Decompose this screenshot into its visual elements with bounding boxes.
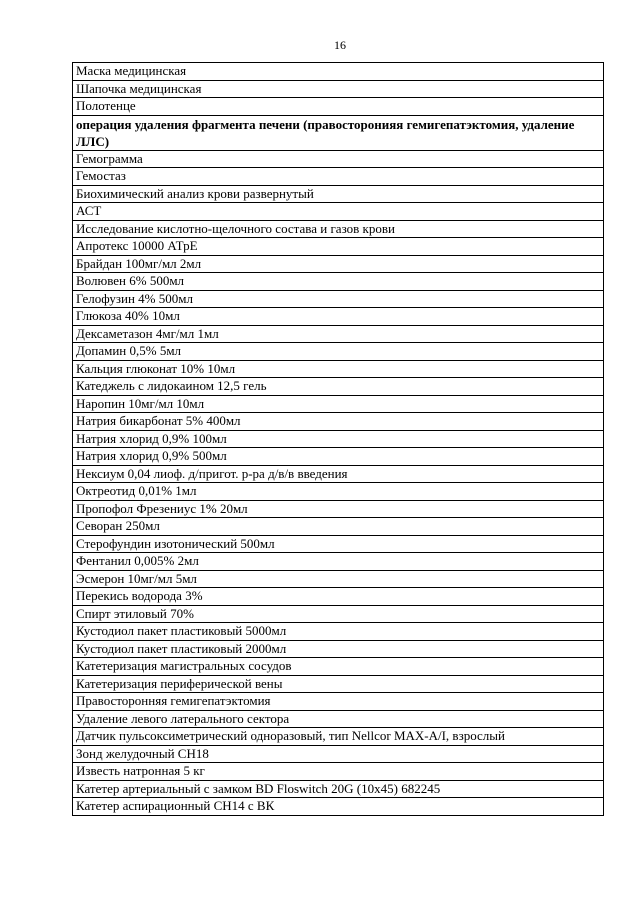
table-row (73, 780, 604, 798)
section-heading-cell: операция удаления фрагмента печени (правосторонияя гемигепатэктомия, удаление ЛЛС) (73, 115, 604, 150)
table-body (73, 63, 604, 816)
table-row (73, 308, 604, 326)
table-row (73, 500, 604, 518)
item-cell: Правосторонняя гемигепатэктомия (73, 693, 604, 711)
item-cell: Гемостаз (73, 168, 604, 186)
table-row (73, 413, 604, 431)
table-row (73, 255, 604, 273)
items-table (72, 62, 604, 816)
item-cell: Спирт этиловый 70% (73, 605, 604, 623)
item-cell: Катетеризация периферической вены (73, 675, 604, 693)
table-row (73, 150, 604, 168)
item-cell: Катетеризация магистральных сосудов (73, 658, 604, 676)
table-row (73, 448, 604, 466)
item-cell: Натрия хлорид 0,9% 500мл (73, 448, 604, 466)
table-row (73, 658, 604, 676)
item-cell: Эсмерон 10мг/мл 5мл (73, 570, 604, 588)
section-heading-row (73, 115, 604, 150)
table-row (73, 343, 604, 361)
item-cell: Дексаметазон 4мг/мл 1мл (73, 325, 604, 343)
table-row (73, 168, 604, 186)
table-row (73, 570, 604, 588)
item-cell: Натрия хлорид 0,9% 100мл (73, 430, 604, 448)
table-row (73, 63, 604, 81)
table-row (73, 640, 604, 658)
table-row (73, 325, 604, 343)
item-cell: Брайдан 100мг/мл 2мл (73, 255, 604, 273)
table-row (73, 290, 604, 308)
item-cell: Апротекс 10000 АТрЕ (73, 238, 604, 256)
page-number: 16 (334, 38, 346, 52)
item-cell: Катетер артериальный с замком BD Floswitch 20G (10x45) 682245 (73, 780, 604, 798)
item-cell: Пропофол Фрезениус 1% 20мл (73, 500, 604, 518)
item-cell: Допамин 0,5% 5мл (73, 343, 604, 361)
item-cell: Нексиум 0,04 лиоф. д/пригот. р-ра д/в/в введения (73, 465, 604, 483)
table-row (73, 360, 604, 378)
item-cell: Фентанил 0,005% 2мл (73, 553, 604, 571)
table-row (73, 675, 604, 693)
item-cell: Биохимический анализ крови развернутый (73, 185, 604, 203)
item-cell: Натрия бикарбонат 5% 400мл (73, 413, 604, 431)
item-cell: Шапочка медицинская (73, 80, 604, 98)
table-row (73, 553, 604, 571)
table-row (73, 395, 604, 413)
item-cell: Гелофузин 4% 500мл (73, 290, 604, 308)
table-row (73, 763, 604, 781)
item-cell: Кустодиол пакет пластиковый 5000мл (73, 623, 604, 641)
item-cell: Перекись водорода 3% (73, 588, 604, 606)
item-cell: Катеджель с лидокаином 12,5 гель (73, 378, 604, 396)
table-row (73, 98, 604, 116)
item-cell: Исследование кислотно-щелочного состава и газов крови (73, 220, 604, 238)
table-row (73, 798, 604, 816)
item-cell: Гемограмма (73, 150, 604, 168)
item-cell: Датчик пульсоксиметрический одноразовый, тип Nellcor MAX-A/I, взрослый (73, 728, 604, 746)
table-row (73, 80, 604, 98)
table-row (73, 605, 604, 623)
table-row (73, 623, 604, 641)
item-cell: Известь натронная 5 кг (73, 763, 604, 781)
table-row (73, 483, 604, 501)
table-row (73, 203, 604, 221)
item-cell: Зонд желудочный CH18 (73, 745, 604, 763)
table-row (73, 693, 604, 711)
table-row (73, 710, 604, 728)
table-row (73, 745, 604, 763)
item-cell: Октреотид 0,01% 1мл (73, 483, 604, 501)
table-row (73, 378, 604, 396)
table-row (73, 220, 604, 238)
item-cell: Полотенце (73, 98, 604, 116)
item-cell: Волювен 6% 500мл (73, 273, 604, 291)
item-cell: Удаление левого латерального сектора (73, 710, 604, 728)
table-row (73, 430, 604, 448)
item-cell: Стерофундин изотонический 500мл (73, 535, 604, 553)
item-cell: Кальция глюконат 10% 10мл (73, 360, 604, 378)
item-cell: Катетер аспирационный CH14 с ВК (73, 798, 604, 816)
table-row (73, 588, 604, 606)
item-cell: Кустодиол пакет пластиковый 2000мл (73, 640, 604, 658)
table-row (73, 728, 604, 746)
item-cell: Маска медицинская (73, 63, 604, 81)
item-cell: АСТ (73, 203, 604, 221)
table-row (73, 273, 604, 291)
table-row (73, 185, 604, 203)
table-row (73, 535, 604, 553)
item-cell: Глюкоза 40% 10мл (73, 308, 604, 326)
item-cell: Наропин 10мг/мл 10мл (73, 395, 604, 413)
table-row (73, 238, 604, 256)
table-row (73, 465, 604, 483)
table-row (73, 518, 604, 536)
item-cell: Севоран 250мл (73, 518, 604, 536)
